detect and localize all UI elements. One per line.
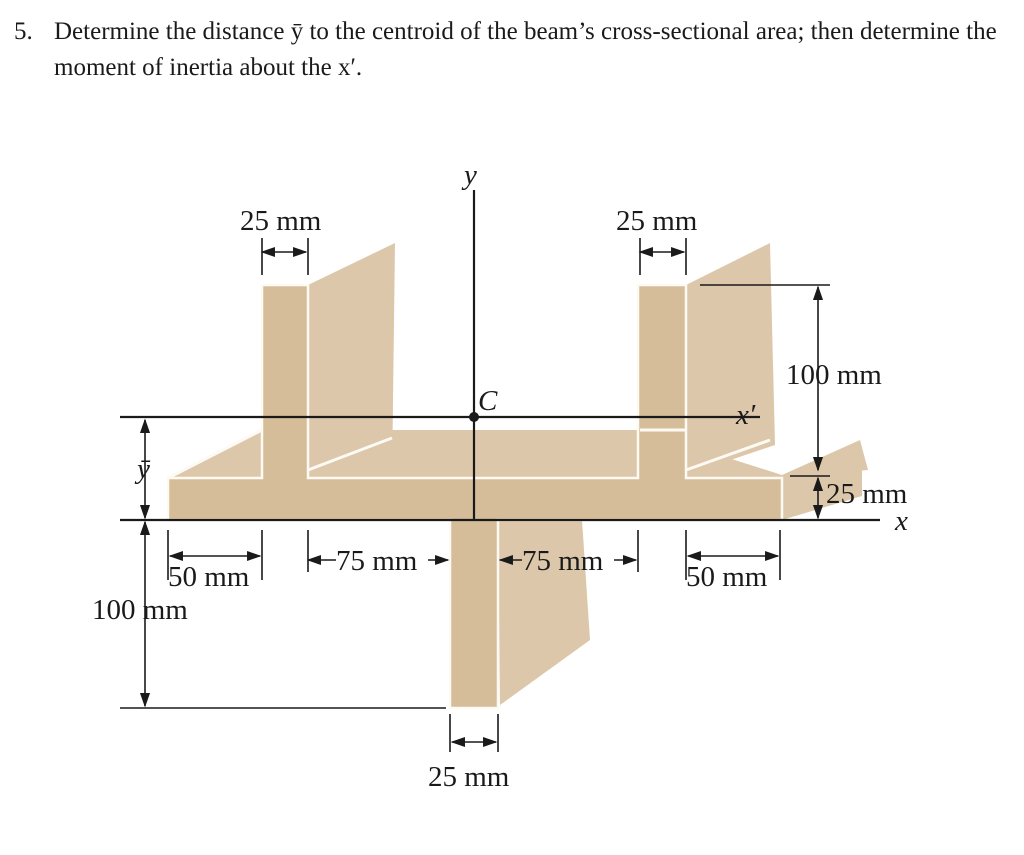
problem-text: Determine the distance ȳ to the centroid of the beam’s cross-sectional area; then determine the moment of inertia about the x′.: [54, 18, 997, 81]
gap-right-dim: 75 mm: [522, 545, 604, 577]
centroid-label: C: [478, 385, 498, 417]
y-axis-label: y: [464, 159, 477, 191]
bottom-height-dim: 100 mm: [92, 594, 188, 626]
web-height-dim: 100 mm: [786, 359, 882, 391]
flange-right-dim: 25 mm: [616, 205, 698, 237]
overhang-right-dim: 50 mm: [686, 561, 768, 593]
stem-width-dim: 25 mm: [428, 761, 510, 793]
plate-thickness-dim: 25 mm: [826, 478, 908, 510]
x-axis-label: x: [895, 505, 908, 537]
x-prime-axis-label: x′: [736, 399, 756, 431]
flange-left-dim: 25 mm: [240, 205, 322, 237]
gap-left-dim: 75 mm: [336, 545, 418, 577]
problem-number: 5.: [14, 18, 33, 45]
ybar-label: ȳ: [137, 453, 150, 485]
overhang-left-dim: 50 mm: [168, 561, 250, 593]
